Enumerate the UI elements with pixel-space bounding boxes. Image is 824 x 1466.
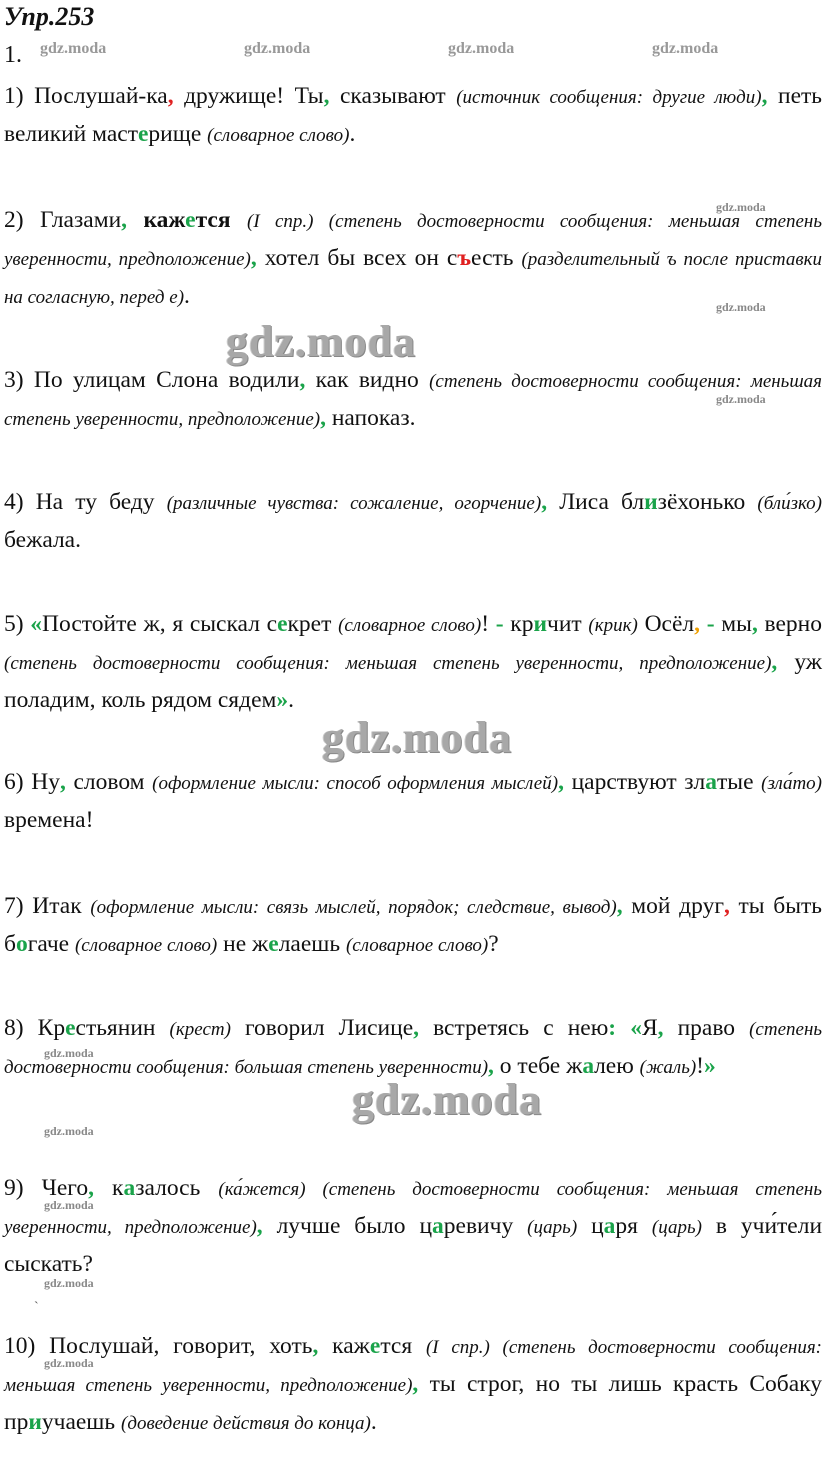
- item-text: мой друг: [622, 893, 724, 919]
- highlighted-char: ,: [121, 207, 128, 233]
- item-text: ревичу: [443, 1213, 528, 1239]
- highlighted-char: а: [582, 1053, 595, 1079]
- highlighted-char: ,: [558, 769, 564, 795]
- highlighted-char: каж: [127, 207, 186, 233]
- highlighted-char: ,: [657, 1015, 664, 1041]
- item-text: кр: [503, 611, 534, 637]
- grammar-note: (словарное слово): [338, 615, 482, 636]
- highlighted-char: а: [705, 769, 718, 795]
- item-text: сказывают: [329, 83, 457, 109]
- item-text: 4) На ту беду: [4, 489, 167, 515]
- item-text: 2) Глазами: [4, 207, 122, 233]
- highlighted-char: «: [30, 611, 43, 637]
- grammar-note: (степень достоверности сообщения: большая степень уверенности): [4, 1019, 823, 1078]
- highlighted-char: а: [432, 1213, 444, 1239]
- exercise-item: [4, 484, 822, 558]
- exercise-item: [4, 606, 822, 718]
- highlighted-char: ,: [312, 1333, 319, 1359]
- item-text: залось: [135, 1175, 219, 1201]
- grammar-note: (зла́то): [761, 773, 823, 794]
- item-text: 9) Чего: [4, 1175, 89, 1201]
- exercise-title: Упр.253: [4, 2, 95, 31]
- item-text: .: [184, 283, 190, 309]
- exercise-item: [4, 764, 822, 838]
- item-text: Постойте ж, я сыскал с: [42, 611, 278, 637]
- grammar-note: (ка́жется) (степень достоверности сообщения: меньшая степень уверенности, предположение): [4, 1179, 823, 1238]
- exercise-item: [4, 1170, 822, 1282]
- item-text: 5): [4, 611, 31, 637]
- item-text: царствуют зл: [563, 769, 706, 795]
- highlighted-char: ,: [751, 611, 758, 637]
- highlighted-char: е: [65, 1015, 76, 1041]
- highlighted-char: -: [495, 611, 504, 637]
- highlighted-char: ,: [256, 1213, 263, 1239]
- highlighted-char: ,: [59, 769, 66, 795]
- item-text: право: [663, 1015, 750, 1041]
- highlighted-char: »: [704, 1053, 716, 1079]
- highlighted-char: «: [630, 1015, 642, 1041]
- grammar-note: (крест): [169, 1019, 231, 1040]
- highlighted-char: ,: [723, 893, 730, 919]
- item-text: дружище! Ты: [173, 83, 324, 109]
- item-text: мы: [714, 611, 752, 637]
- highlighted-char: ,: [761, 83, 768, 109]
- item-text: встретясь с нею: [419, 1015, 609, 1041]
- item-text: бежала.: [4, 527, 81, 553]
- grammar-note: (различные чувства: сожаление, огорчение): [166, 493, 542, 514]
- exercise-item: [4, 888, 822, 964]
- highlighted-char: ,: [488, 1053, 494, 1079]
- grammar-note: (крик): [588, 615, 638, 636]
- highlighted-char: ,: [413, 1015, 420, 1041]
- grammar-note: (оформление мысли: способ оформления мыслей): [152, 773, 559, 794]
- highlighted-char: и: [533, 611, 548, 637]
- section-number: 1.: [4, 42, 22, 68]
- item-text: 6) Ну: [4, 769, 60, 795]
- exercise-item: [4, 78, 822, 154]
- watermark-small: gdz.moda: [44, 1198, 94, 1212]
- grammar-note: (царь): [527, 1217, 578, 1238]
- watermark-large: gdz.moda: [226, 317, 417, 366]
- item-text: уж поладим, коль рядом сядем: [4, 649, 822, 713]
- highlighted-char: е: [369, 1333, 381, 1359]
- highlighted-char: ,: [250, 245, 257, 271]
- highlighted-char: ,: [541, 489, 548, 515]
- item-text: зёхонько: [657, 489, 758, 515]
- watermark: gdz.moda: [40, 40, 107, 57]
- item-text: 3) По улицам Слона водили: [4, 367, 300, 393]
- item-text: лучше было ц: [262, 1213, 433, 1239]
- highlighted-char: ,: [323, 83, 330, 109]
- item-text: хотел бы всех он с: [256, 245, 458, 271]
- item-text: Я: [641, 1015, 658, 1041]
- grammar-note: (I спр.) (степень достоверности сообщения: меньшая степень уверенности, предположение): [4, 1337, 822, 1396]
- highlighted-char: а: [603, 1213, 616, 1239]
- item-text: .: [370, 1409, 377, 1435]
- item-text: лаешь: [278, 931, 346, 957]
- grammar-note: (бли́зко): [757, 493, 822, 514]
- exercise-item: [4, 1328, 822, 1442]
- item-text: [700, 611, 707, 637]
- item-text: 1) Послушай-ка: [4, 83, 168, 109]
- watermark-small: gdz.moda: [716, 200, 766, 214]
- highlighted-char: :: [608, 1015, 617, 1041]
- item-text: говорил Лисице: [230, 1015, 414, 1041]
- highlighted-char: е: [268, 931, 279, 957]
- item-text: крет: [287, 611, 339, 637]
- item-text: в учи́тели сыскать?: [4, 1213, 823, 1277]
- item-text: ря: [615, 1213, 652, 1239]
- item-text: рище: [148, 121, 208, 147]
- item-text: .: [349, 121, 356, 147]
- item-text: напоказ.: [325, 405, 416, 431]
- highlighted-char: тся: [195, 207, 231, 233]
- grammar-note: (словарное слово): [207, 125, 350, 146]
- grammar-note: (словарное слово): [345, 935, 489, 956]
- item-text: ?: [488, 931, 499, 957]
- item-text: тся: [380, 1333, 426, 1359]
- highlighted-char: ,: [412, 1371, 419, 1397]
- watermark-small: gdz.moda: [716, 300, 766, 314]
- item-text: учаешь: [41, 1409, 121, 1435]
- highlighted-char: е: [185, 207, 196, 233]
- grammar-note: (I спр.) (степень достоверности сообщения: меньшая степень уверенности, предположение): [4, 211, 823, 270]
- item-text: к: [94, 1175, 124, 1201]
- highlighted-char: ,: [167, 83, 174, 109]
- highlighted-char: е: [137, 121, 149, 147]
- highlighted-char: ,: [694, 611, 701, 637]
- item-text: 7) Итак: [4, 893, 91, 919]
- item-text: Лиса бл: [547, 489, 645, 515]
- item-text: верно: [757, 611, 823, 637]
- item-text: !: [481, 611, 496, 637]
- highlighted-char: ,: [88, 1175, 94, 1201]
- item-text: словом: [65, 769, 153, 795]
- exercise-item: [4, 362, 822, 438]
- highlighted-char: ,: [320, 405, 326, 431]
- highlighted-char: е: [277, 611, 288, 637]
- item-text: !: [696, 1053, 704, 1079]
- watermark: gdz.moda: [652, 40, 719, 57]
- grammar-note: (оформление мысли: связь мыслей, порядок; следствие, вывод): [90, 897, 617, 918]
- item-text: лею: [594, 1053, 640, 1079]
- highlighted-char: ,: [299, 367, 306, 393]
- item-text: [616, 1015, 630, 1041]
- grammar-note: (источник сообщения: другие люди): [456, 87, 762, 108]
- item-text: ц: [577, 1213, 604, 1239]
- watermark-small: gdz.moda: [44, 1276, 94, 1290]
- item-text: петь великий маст: [4, 83, 822, 147]
- item-text: времена!: [4, 807, 94, 833]
- item-text: есть: [471, 245, 522, 271]
- item-text: о тебе ж: [493, 1053, 583, 1079]
- item-text: ты быть б: [4, 893, 823, 957]
- watermark-row: [0, 40, 824, 62]
- item-text: как видно: [305, 367, 430, 393]
- watermark: gdz.moda: [448, 40, 515, 57]
- watermark-large: gdz.moda: [322, 713, 513, 762]
- stray-mark: `: [34, 1300, 39, 1315]
- item-text: гаче: [27, 931, 75, 957]
- watermark-small: gdz.moda: [716, 392, 766, 406]
- highlighted-char: -: [706, 611, 715, 637]
- item-text: каж: [318, 1333, 370, 1359]
- highlighted-char: а: [123, 1175, 136, 1201]
- item-text: 10) Послушай, говорит, хоть: [4, 1333, 313, 1359]
- watermark-small: gdz.moda: [44, 1046, 94, 1060]
- item-text: ты строг, но ты лишь красть Собаку пр: [4, 1371, 822, 1435]
- exercise-item: [4, 202, 822, 316]
- grammar-note: (степень достоверности сообщения: меньшая степень уверенности, предположение): [4, 653, 772, 674]
- watermark-small: gdz.moda: [44, 1124, 94, 1138]
- highlighted-char: »: [276, 687, 289, 713]
- grammar-note: (жаль): [639, 1057, 697, 1078]
- grammar-note: (словарное слово): [74, 935, 218, 956]
- item-text: [231, 207, 247, 233]
- grammar-note: (степень достоверности сообщения: меньшая степень уверенности, предположение): [4, 371, 823, 430]
- item-text: чит: [547, 611, 589, 637]
- highlighted-char: и: [28, 1409, 42, 1435]
- watermark-small: gdz.moda: [44, 1356, 94, 1370]
- watermark: gdz.moda: [244, 40, 311, 57]
- item-text: не ж: [217, 931, 269, 957]
- highlighted-char: ъ: [457, 245, 472, 271]
- watermark-large: gdz.moda: [352, 1075, 543, 1124]
- item-text: стьянин: [75, 1015, 170, 1041]
- item-text: .: [288, 687, 294, 713]
- grammar-note: (доведение действия до конца): [121, 1413, 371, 1434]
- highlighted-char: и: [644, 489, 658, 515]
- item-text: 8) Кр: [4, 1015, 66, 1041]
- item-text: тые: [717, 769, 762, 795]
- grammar-note: (царь): [651, 1217, 702, 1238]
- grammar-note: (разделительный ъ после приставки на согласную, перед е): [4, 249, 822, 308]
- highlighted-char: ,: [616, 893, 623, 919]
- highlighted-char: ,: [771, 649, 778, 675]
- item-text: Осёл: [637, 611, 695, 637]
- highlighted-char: о: [15, 931, 28, 957]
